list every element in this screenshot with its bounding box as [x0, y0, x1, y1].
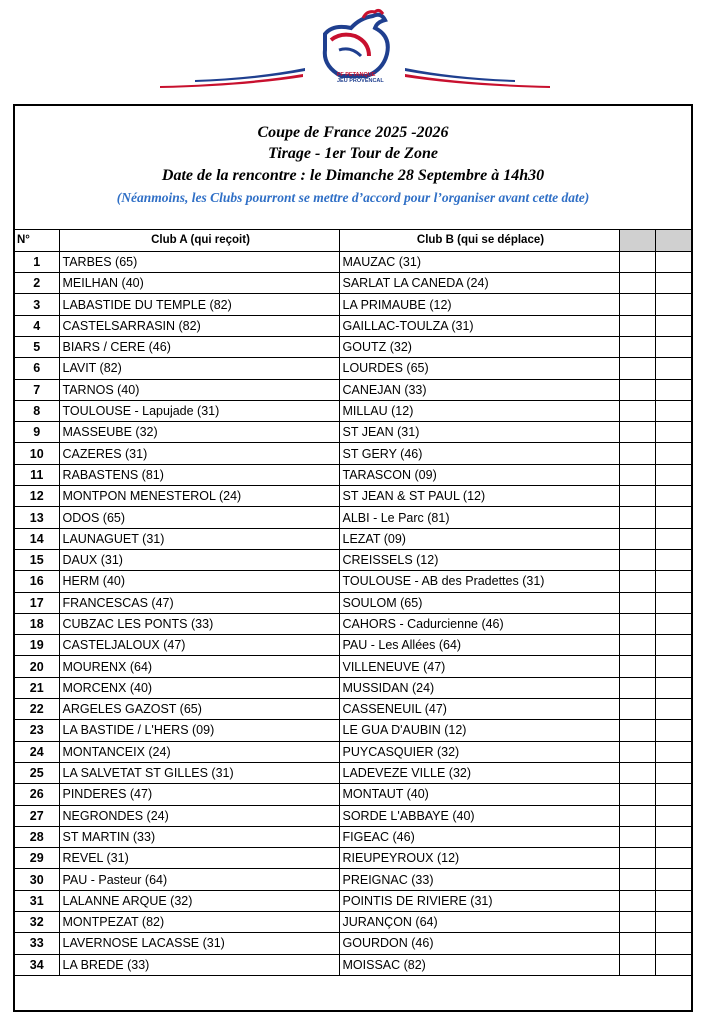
table-row — [15, 848, 691, 869]
club-a: FRANCESCAS (47) — [59, 592, 339, 613]
table-row — [15, 422, 691, 443]
table-row — [15, 741, 691, 762]
table-row — [15, 933, 691, 954]
blank-cell — [655, 890, 691, 911]
club-a: LA SALVETAT ST GILLES (31) — [59, 762, 339, 783]
blank-cell — [619, 677, 655, 698]
header-blank-1 — [619, 230, 655, 251]
blank-cell — [655, 336, 691, 357]
blank-cell — [655, 507, 691, 528]
match-number: 17 — [15, 592, 59, 613]
match-number: 12 — [15, 486, 59, 507]
note: (Néanmoins, les Clubs pourront se mettre d’accord pour l’organiser avant cette date) — [116, 190, 590, 205]
blank-cell — [655, 315, 691, 336]
header-blank-2 — [655, 230, 691, 251]
blank-cell — [655, 571, 691, 592]
club-a: HERM (40) — [59, 571, 339, 592]
draw-table — [15, 230, 691, 976]
blank-cell — [655, 486, 691, 507]
table-row — [15, 890, 691, 911]
club-a: LABASTIDE DU TEMPLE (82) — [59, 294, 339, 315]
club-b: TOULOUSE - AB des Pradettes (31) — [339, 571, 619, 592]
blank-cell — [619, 486, 655, 507]
club-b: ST JEAN & ST PAUL (12) — [339, 486, 619, 507]
club-b: GAILLAC-TOULZA (31) — [339, 315, 619, 336]
blank-cell — [619, 784, 655, 805]
club-a: LALANNE ARQUE (32) — [59, 890, 339, 911]
blank-cell — [619, 358, 655, 379]
club-a: LA BREDE (33) — [59, 954, 339, 975]
club-b: CREISSELS (12) — [339, 549, 619, 570]
blank-cell — [619, 592, 655, 613]
club-b: MILLAU (12) — [339, 400, 619, 421]
blank-cell — [619, 741, 655, 762]
club-b: LADEVEZE VILLE (32) — [339, 762, 619, 783]
club-b: SORDE L'ABBAYE (40) — [339, 805, 619, 826]
match-number: 4 — [15, 315, 59, 336]
table-row — [15, 358, 691, 379]
blank-cell — [619, 464, 655, 485]
blank-cell — [655, 464, 691, 485]
blank-cell — [619, 379, 655, 400]
table-row — [15, 784, 691, 805]
club-a: REVEL (31) — [59, 848, 339, 869]
club-b: LEZAT (09) — [339, 528, 619, 549]
blank-cell — [655, 762, 691, 783]
blank-cell — [619, 912, 655, 933]
club-a: CASTELSARRASIN (82) — [59, 315, 339, 336]
club-a: ARGELES GAZOST (65) — [59, 699, 339, 720]
club-a: MOURENX (64) — [59, 656, 339, 677]
club-a: RABASTENS (81) — [59, 464, 339, 485]
blank-cell — [619, 890, 655, 911]
blank-cell — [655, 528, 691, 549]
blank-cell — [619, 422, 655, 443]
blank-cell — [655, 699, 691, 720]
club-b: CAHORS - Cadurcienne (46) — [339, 613, 619, 634]
blank-cell — [619, 656, 655, 677]
logo-line1: FF PETANQUE — [337, 72, 376, 78]
match-number: 11 — [15, 464, 59, 485]
blank-cell — [619, 699, 655, 720]
club-b: JURANÇON (64) — [339, 912, 619, 933]
table-row — [15, 400, 691, 421]
club-b: MONTAUT (40) — [339, 784, 619, 805]
club-b: LE GUA D'AUBIN (12) — [339, 720, 619, 741]
table-row — [15, 549, 691, 570]
match-number: 5 — [15, 336, 59, 357]
club-a: MORCENX (40) — [59, 677, 339, 698]
club-b: SARLAT LA CANEDA (24) — [339, 273, 619, 294]
club-a: ODOS (65) — [59, 507, 339, 528]
table-row — [15, 443, 691, 464]
table-row — [15, 954, 691, 975]
blank-cell — [619, 273, 655, 294]
table-row — [15, 677, 691, 698]
match-number: 14 — [15, 528, 59, 549]
club-b: RIEUPEYROUX (12) — [339, 848, 619, 869]
header-club-a: Club A (qui reçoit) — [59, 230, 339, 251]
club-a: CASTELJALOUX (47) — [59, 635, 339, 656]
club-b: GOURDON (46) — [339, 933, 619, 954]
blank-cell — [619, 869, 655, 890]
table-row — [15, 613, 691, 634]
club-a: TARNOS (40) — [59, 379, 339, 400]
match-number: 9 — [15, 422, 59, 443]
club-b: ALBI - Le Parc (81) — [339, 507, 619, 528]
club-b: PAU - Les Allées (64) — [339, 635, 619, 656]
blank-cell — [655, 912, 691, 933]
club-a: TOULOUSE - Lapujade (31) — [59, 400, 339, 421]
table-row — [15, 315, 691, 336]
draw-sheet — [13, 104, 693, 1012]
match-number: 28 — [15, 826, 59, 847]
page-subtitle: Tirage - 1er Tour de Zone — [268, 145, 438, 162]
blank-cell — [619, 315, 655, 336]
club-a: LAVERNOSE LACASSE (31) — [59, 933, 339, 954]
club-a: MONTANCEIX (24) — [59, 741, 339, 762]
match-number: 2 — [15, 273, 59, 294]
table-row — [15, 294, 691, 315]
blank-cell — [655, 805, 691, 826]
match-number: 30 — [15, 869, 59, 890]
table-row — [15, 507, 691, 528]
club-a: ST MARTIN (33) — [59, 826, 339, 847]
match-number: 6 — [15, 358, 59, 379]
club-a: LAVIT (82) — [59, 358, 339, 379]
table-row — [15, 273, 691, 294]
match-number: 19 — [15, 635, 59, 656]
match-number: 21 — [15, 677, 59, 698]
blank-cell — [655, 720, 691, 741]
match-number: 1 — [15, 251, 59, 272]
club-b: SOULOM (65) — [339, 592, 619, 613]
match-date: Date de la rencontre : le Dimanche 28 Septembre à 14h30 — [161, 167, 545, 184]
blank-cell — [655, 784, 691, 805]
blank-cell — [655, 294, 691, 315]
blank-cell — [619, 294, 655, 315]
blank-cell — [655, 933, 691, 954]
blank-cell — [655, 549, 691, 570]
table-row — [15, 571, 691, 592]
blank-cell — [655, 826, 691, 847]
blank-cell — [655, 592, 691, 613]
blank-cell — [619, 336, 655, 357]
blank-cell — [655, 379, 691, 400]
club-a: LA BASTIDE / L'HERS (09) — [59, 720, 339, 741]
club-b: MUSSIDAN (24) — [339, 677, 619, 698]
blank-cell — [655, 358, 691, 379]
match-number: 26 — [15, 784, 59, 805]
table-row — [15, 762, 691, 783]
match-number: 27 — [15, 805, 59, 826]
blank-cell — [619, 400, 655, 421]
club-a: CAZERES (31) — [59, 443, 339, 464]
match-number: 23 — [15, 720, 59, 741]
table-row — [15, 635, 691, 656]
match-number: 13 — [15, 507, 59, 528]
logo-line2: JEU PROVENCAL — [337, 78, 384, 84]
match-number: 18 — [15, 613, 59, 634]
table-row — [15, 720, 691, 741]
club-b: PREIGNAC (33) — [339, 869, 619, 890]
blank-cell — [655, 869, 691, 890]
blank-cell — [619, 613, 655, 634]
club-b: POINTIS DE RIVIERE (31) — [339, 890, 619, 911]
table-header-row — [15, 230, 691, 251]
match-number: 8 — [15, 400, 59, 421]
blank-cell — [619, 251, 655, 272]
match-number: 7 — [15, 379, 59, 400]
club-a: BIARS / CERE (46) — [59, 336, 339, 357]
match-number: 15 — [15, 549, 59, 570]
club-b: LOURDES (65) — [339, 358, 619, 379]
table-row — [15, 805, 691, 826]
club-a: CUBZAC LES PONTS (33) — [59, 613, 339, 634]
table-row — [15, 379, 691, 400]
club-a: DAUX (31) — [59, 549, 339, 570]
blank-cell — [619, 805, 655, 826]
match-number: 22 — [15, 699, 59, 720]
page-title: Coupe de France 2025 -2026 — [257, 124, 449, 141]
blank-cell — [619, 549, 655, 570]
blank-cell — [619, 507, 655, 528]
club-b: LA PRIMAUBE (12) — [339, 294, 619, 315]
table-row — [15, 251, 691, 272]
club-a: PINDERES (47) — [59, 784, 339, 805]
table-row — [15, 869, 691, 890]
blank-cell — [619, 954, 655, 975]
blank-cell — [619, 762, 655, 783]
match-number: 24 — [15, 741, 59, 762]
blank-cell — [619, 848, 655, 869]
blank-cell — [655, 848, 691, 869]
blank-cell — [655, 443, 691, 464]
club-b: MOISSAC (82) — [339, 954, 619, 975]
club-b: MAUZAC (31) — [339, 251, 619, 272]
table-row — [15, 656, 691, 677]
table-row — [15, 336, 691, 357]
table-row — [15, 592, 691, 613]
blank-cell — [655, 273, 691, 294]
club-b: PUYCASQUIER (32) — [339, 741, 619, 762]
club-b: ST GERY (46) — [339, 443, 619, 464]
match-number: 29 — [15, 848, 59, 869]
table-row — [15, 464, 691, 485]
club-b: FIGEAC (46) — [339, 826, 619, 847]
header-number: N° — [15, 230, 59, 251]
match-number: 33 — [15, 933, 59, 954]
table-row — [15, 826, 691, 847]
blank-cell — [619, 528, 655, 549]
match-number: 16 — [15, 571, 59, 592]
match-number: 34 — [15, 954, 59, 975]
club-a: LAUNAGUET (31) — [59, 528, 339, 549]
table-row — [15, 528, 691, 549]
match-number: 10 — [15, 443, 59, 464]
blank-cell — [655, 400, 691, 421]
table-row — [15, 912, 691, 933]
blank-cell — [619, 443, 655, 464]
blank-cell — [619, 933, 655, 954]
blank-cell — [655, 741, 691, 762]
match-number: 20 — [15, 656, 59, 677]
blank-cell — [619, 720, 655, 741]
club-a: MEILHAN (40) — [59, 273, 339, 294]
club-a: MASSEUBE (32) — [59, 422, 339, 443]
blank-cell — [655, 677, 691, 698]
club-a: NEGRONDES (24) — [59, 805, 339, 826]
club-b: GOUTZ (32) — [339, 336, 619, 357]
blank-cell — [619, 571, 655, 592]
match-number: 3 — [15, 294, 59, 315]
match-number: 31 — [15, 890, 59, 911]
match-number: 32 — [15, 912, 59, 933]
blank-cell — [655, 954, 691, 975]
table-row — [15, 486, 691, 507]
logo — [155, 6, 555, 94]
club-a: PAU - Pasteur (64) — [59, 869, 339, 890]
club-a: TARBES (65) — [59, 251, 339, 272]
club-a: MONTPEZAT (82) — [59, 912, 339, 933]
blank-cell — [619, 635, 655, 656]
blank-cell — [655, 656, 691, 677]
table-row — [15, 699, 691, 720]
club-b: TARASCON (09) — [339, 464, 619, 485]
blank-cell — [655, 251, 691, 272]
blank-cell — [655, 613, 691, 634]
club-a: MONTPON MENESTEROL (24) — [59, 486, 339, 507]
match-number: 25 — [15, 762, 59, 783]
header — [15, 106, 691, 230]
header-club-b: Club B (qui se déplace) — [339, 230, 619, 251]
blank-cell — [655, 422, 691, 443]
club-b: VILLENEUVE (47) — [339, 656, 619, 677]
club-b: ST JEAN (31) — [339, 422, 619, 443]
blank-cell — [655, 635, 691, 656]
blank-cell — [619, 826, 655, 847]
club-b: CANEJAN (33) — [339, 379, 619, 400]
club-b: CASSENEUIL (47) — [339, 699, 619, 720]
